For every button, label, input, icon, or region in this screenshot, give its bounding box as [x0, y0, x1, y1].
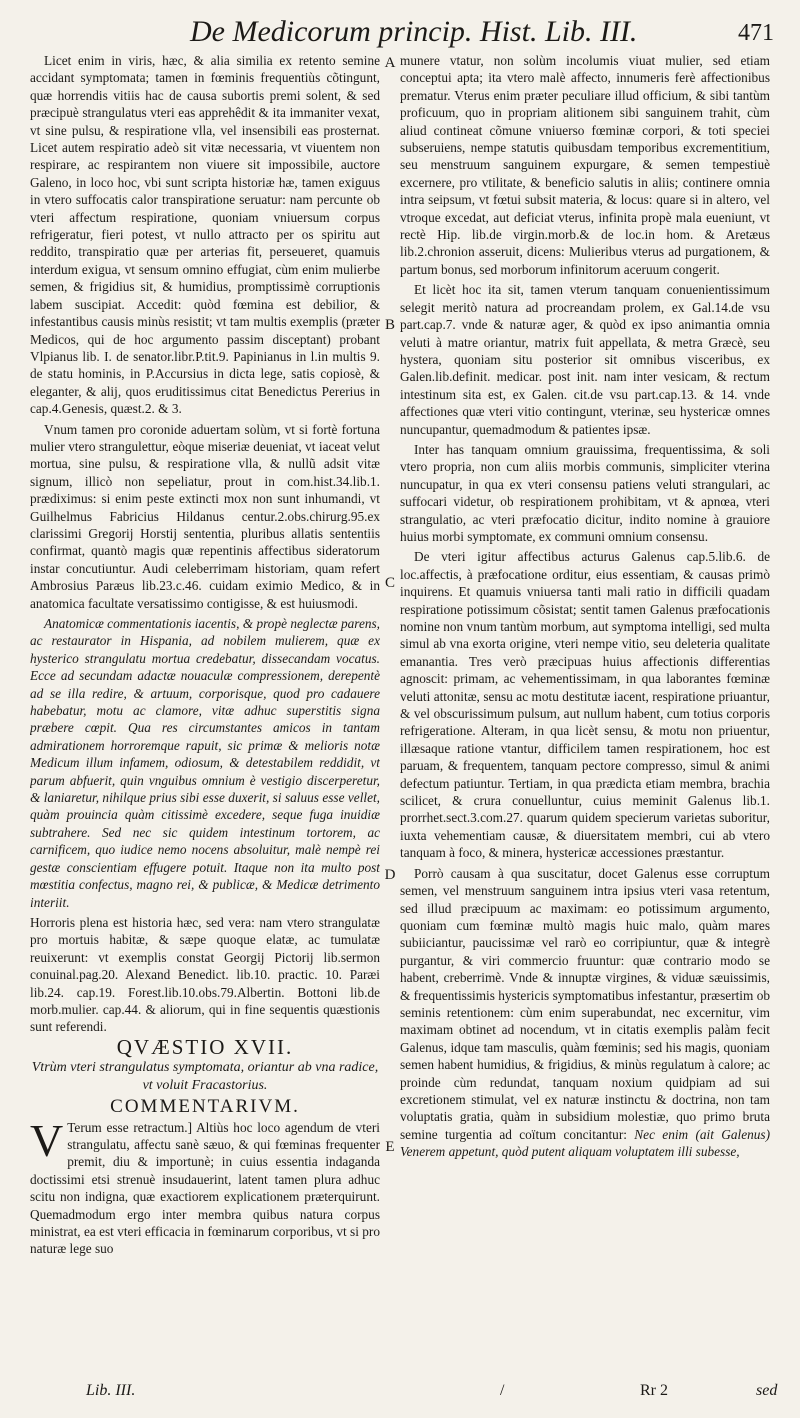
footer-mark: / — [500, 1382, 505, 1399]
left-column — [30, 52, 380, 1362]
paragraph: munere vtatur, non solùm incolumis viuat mulier, sed etiam conceptui apta; ita vtero malè affecto, innumeris ferè affectionibus prematur. Vterus enim præter peculiare illud officium, & sibi tantùm proficuum, quo in propriam alitionem sibi sanguinem trahit, cùm aliud contineat cõmune vniuerso fœminæ corpori, & toti speciei subseruiens, nempe statutis quibusdam temporibus excrementitium, seu menstruum sanguinem expurgare, & semen tempestiuè excernere, pro vtilitate, & beneficio salutis in aliis; continere omnia intra seipsum, vt fœtui subsit materia, & locus: quare si in altero, vel vtroque excedat, aut deficiat vterus, infinita propè mala eueniunt, vt rectè Hip. lib.de virgin.morb.& de loc.in hom. & Aretæus lib.2.chronion asseruit, dicens: Mulieribus vterus ad purgationem, & partum bonus, sed morborum infinitorum aceruum congerit. — [400, 53, 770, 277]
commentary-heading: COMMENTARIVM. — [110, 1096, 300, 1118]
footer-book: Lib. III. — [86, 1382, 136, 1399]
margin-letter-d: D — [384, 867, 396, 883]
paragraph — [400, 865, 770, 1161]
commentary-text: Terum esse retractum.] Altiùs hoc loco agendum de vteri strangulatu, affectu sanè sæuo, & qui fœminas frequenter premit, diu & importunè; in cuius essentia indaganda doctissimi etsi strenuè insudauerint, latent tamen plura adhuc scitu non indigna, quæ exactiorem explicationem præterquirunt. Quemadmodum ergo inter membra quibus natura corpus ministrat, ea est vteri efficacia in fœminarum corporibus, vt si pro naturæ lege suo — [30, 1119, 380, 1257]
signature-mark: Rr 2 — [640, 1382, 668, 1399]
catchword: sed — [756, 1382, 778, 1399]
commentary-paragraph — [30, 1114, 380, 1258]
quoted-history: Anatomicæ commentationis iacentis, & propè neglectæ parens, ac restaurator in Hispania, ad nobilem mulierem, quæ ex hysterico strangulatu mortua credebatur, dissecandam vocatus. Ecce ad secundam adactæ nouaculæ compressionem, derepentè ad se illa redire, & artuum, corporisque, quod pro cadauere habebatur, motu ac clamore, vitæ adhuc superstitis signa præbere cœpit. Qua res circumstantes amicos in tantam admirationem horroremque rapuit, sic primæ & melioris notæ Medicum illum infamem, odiosum, & detestabilem reddidit, vt parum abfuerit, quin vnguibus omnium è vestigio discerperetur, & laniaretur, nihilque prius sibi esse duxerit, si saluus esse vellet, quàm prouincia quàm citissimè excedere, seque fuga inuidiæ subtrahere. Sed nec sic quidem intestinum tortorem, ac carnificem, quo iudice nemo nocens absoluitur, malè nempè rei gestæ conscientiam effugere potuit. Itaque non ita multo post mœstitia confectus, magno rei, & publicæ, & Medicæ detrimento interiit. — [30, 616, 380, 910]
page-header — [0, 14, 800, 50]
drop-capital: V — [30, 1114, 64, 1166]
paragraph: De vteri igitur affectibus acturus Galenus cap.5.lib.6. de loc.affectis, à præfocatione orditur, eius essentiam, & causas primò inquirens. Et quamuis vniuersa tanti mali ratio in difficili quadam respiratione potissimum cõsistat; sentit tamen Galenus præfocationis nomine non vnum tantùm morbum, aut symptoma intelligi, sed multa simul ab vna exorta origine, vteri nempe vitio, seu deleteria qualitate emanantia. Tres verò præcipuas huius affectionis differentias agnoscit: primam, ac vehementissimam, in qua laborantes fœminæ veluti attonitæ, sensu ac motu destitutæ iacent, respiratione priuantur, & vel obscurissimum pulsum, aut nullum habent, cum totius corporis refrigeratione. Alteram, in qua licèt sensu, & motu non priuentur, illæsaque ratione vtantur, difficilem tamen respirationem, hoc est paruam, & frequentem, tanquam pectore compresso, simul & animi defectum patiuntur. Tertiam, in qua prædicta etiam membra, brachia scilicet, & crura conuelluntur, cuius meminit Galenus lib.1. prorrhet.sect.3.com.27. quarum quidem specierum varietas suboritur, iuxta vehementiam causæ, & diuersitatem membri, cui ab vtero tanquam à foco, & minera, hystericæ accessiones præstantur. — [400, 549, 770, 861]
paragraph: Inter has tanquam omnium grauissima, frequentissima, & soli vtero propria, non cum aliis morbis communis, simpliciter vterina nuncupatur, in qua ex vteri consensu patiens veluti strangulari, ac suffocari videtur, ob respirationem prohibitam, vt & apnœa, vteri strangulatio, ac vteri præfocatio dicitur, indito nomine à grauiore huius morbi symptomate, ex communi omnium consensu. — [400, 441, 770, 544]
paragraph: Et licèt hoc ita sit, tamen vterum tanquam conuenientissimum selegit meritò natura ad procreandam prolem, ex Gal.14.de vsu part.cap.7. vnde & naturæ ager, & quòd ex ipso animantia omnia veluti à matre oriantur, matrix fuit appellata, & metra Græcè, seu hystera, quoniam situ posterior sit omnibus visceribus, ex Galen.lib.definit. medicar. post init. nam inter vesicam, & rectum intestinum sita est, ex Galen. cit.de vsu part.cap.13. & 14. vnde affectiones quæ vteri vitio contingunt, vterinæ, seu hystericæ omnes nuncupantur, quemadmodum & patientes ipsæ. — [400, 282, 770, 437]
paragraph: Licet enim in viris, hæc, & alia similia ex retento semine accidant symptomata; tamen in fœminis frequentiùs cõtingunt, quæ horrendis vitiis hac de causa subortis premi solent, & sed præcipuè strangulatus vteri eas apprehêdit & ita immaniter vexat, vt sine pulsu, & respiratione vlla, vel insensibili eas prosternat. Licet autem respiratio adeò sit vitæ necessaria, vt viuentem non respirare, ac respirantem non viuere sit impossibile, auctore Galeno, in loco hoc, vbi sunt scripta historiæ hæ, tamen exiguus in vtero suffocatis calor transpiratione seruatur: nam percunte ob vteri affectum respiratione, quoniam vniuersum corpus refrigeratur, fieri potest, vt nullo attracto per os spiritu aut reddito, transpiratio quæ per arterias fit, perseueret, quamuis interdum exigua, vt sensum omnino effugiat, cùm enim mulierbe semen, & frigidius sit, & humidius, promptissimè corruptionis labem suscipiat. Accedit: quòd fœmina est debilior, & infestantibus causis minùs resistit; vt tam multis exemplis (præter Medicos, qui de hoc argumento passim disceptant) probant Vlpianus lib. I. de senator.libr.P.tit.9. Papinianus in l.in multis 9. de statu hominis, in P.Accursius in dicta lege, satis copiosè, & eleganter, & alij, quos eruditissimus citat Benedictus Pererius in cap.4.Genesis, quæst.2. & 3. — [30, 53, 380, 417]
paragraph: Horroris plena est historia hæc, sed vera: nam vtero strangulatæ pro mortuis habitæ, & sæpe quoque elatæ, ac tumulatæ reuixerunt: vt exemplis constat Georgij Pictorij lib.sermon conuinal.pag.20. Alexand Benedict. lib.10. practic. 10. Paræi lib.24. cap.19. Forest.lib.10.obs.79.Albertin. Bottoni lib.de morb.mulier. cap.44. & aliorum, qui in fine sequentis quæstionis sunt referendi. — [30, 914, 380, 1035]
page-number: 471 — [738, 20, 774, 46]
right-column — [400, 52, 770, 1362]
margin-letter-a: A — [384, 55, 396, 71]
margin-letter-e: E — [385, 1139, 395, 1155]
paragraph: Vnum tamen pro coronide aduertam solùm, vt si fortè fortuna mulier vtero strangulettur, eòque miseriæ deueniat, vt iaceat velut mortua, sine pulsu, & respiratione vlla, & nullũ adsit vitæ signum, illicò non sepeliatur, prout in com.hist.34.lib.1. prædiximus: si enim peste extincti mox non sunt inhumandi, vt Guilhelmus Fabricius Hildanus centur.2.obs.chirurg.95.ex clarissimi Gregorij Horstij sententia, pluribus allatis sententiis confirmat, quantò magis quæ repentinis affectibus sideratorum instar concutiuntur. Audi celeberrimam historiam, quam refert Ambrosius Paræus lib.23.c.46. cuidam eximio Medico, & in anatomica facultate versatissimo contigisse, & est huiusmodi. — [30, 421, 380, 611]
question-heading: QVÆSTIO XVII. — [116, 1034, 294, 1059]
galen-quote: Nec enim (ait Galenus) Venerem appetunt, quòd putent aliquam voluptatem illi subesse, — [400, 1126, 770, 1160]
running-title: De Medicorum princip. Hist. Lib. III. — [190, 15, 638, 48]
paragraph-text: Porrò causam à qua suscitatur, docet Galenus esse corruptum semen, vel menstruum sanguinem intra ipsius vteri vasa retentum, sed illud præcipuum ac maximam: eo potissimum argumento, quoniam cum fœminæ multò magis huic malo, quàm mares subiiciantur, paucissimæ vel rarò eo corripiuntur, quæ & integrè purgantur, & viri commercio fruuntur: quæ contrario modo se habent, creberrimè. Vnde & innuptæ virgines, & viduæ sæuissimis, & frequentissimis hystericis symptomatibus infestantur, præsertim ob seminis retentionem: cùm enim superabundat, nec excernitur, vim maximam obtinet ad nocendum, vt in citatis exemplis palàm fecit Galenus, idque tam masculis, quàm fœminis; sed his magis, quoniam semen habent humidius, & frigidius, & minùs regulatum à calore; ac proinde cùm redundat, tanquam noxium quidpiam ad sui excretionem stimulat, vel ex naturæ instinctu & doctrina, non tam voluptatis gratia, quàm in subsidium molestiæ, quo primo bruta semine turgentia ad coïtum concitantur: — [400, 865, 770, 1142]
margin-letter-b: B — [384, 317, 395, 333]
question-subtitle: Vtrùm vteri strangulatus symptomata, oriantur ab vna radice, vt voluit Fracastorius. — [31, 1060, 379, 1094]
margin-letter-c: C — [384, 575, 395, 591]
